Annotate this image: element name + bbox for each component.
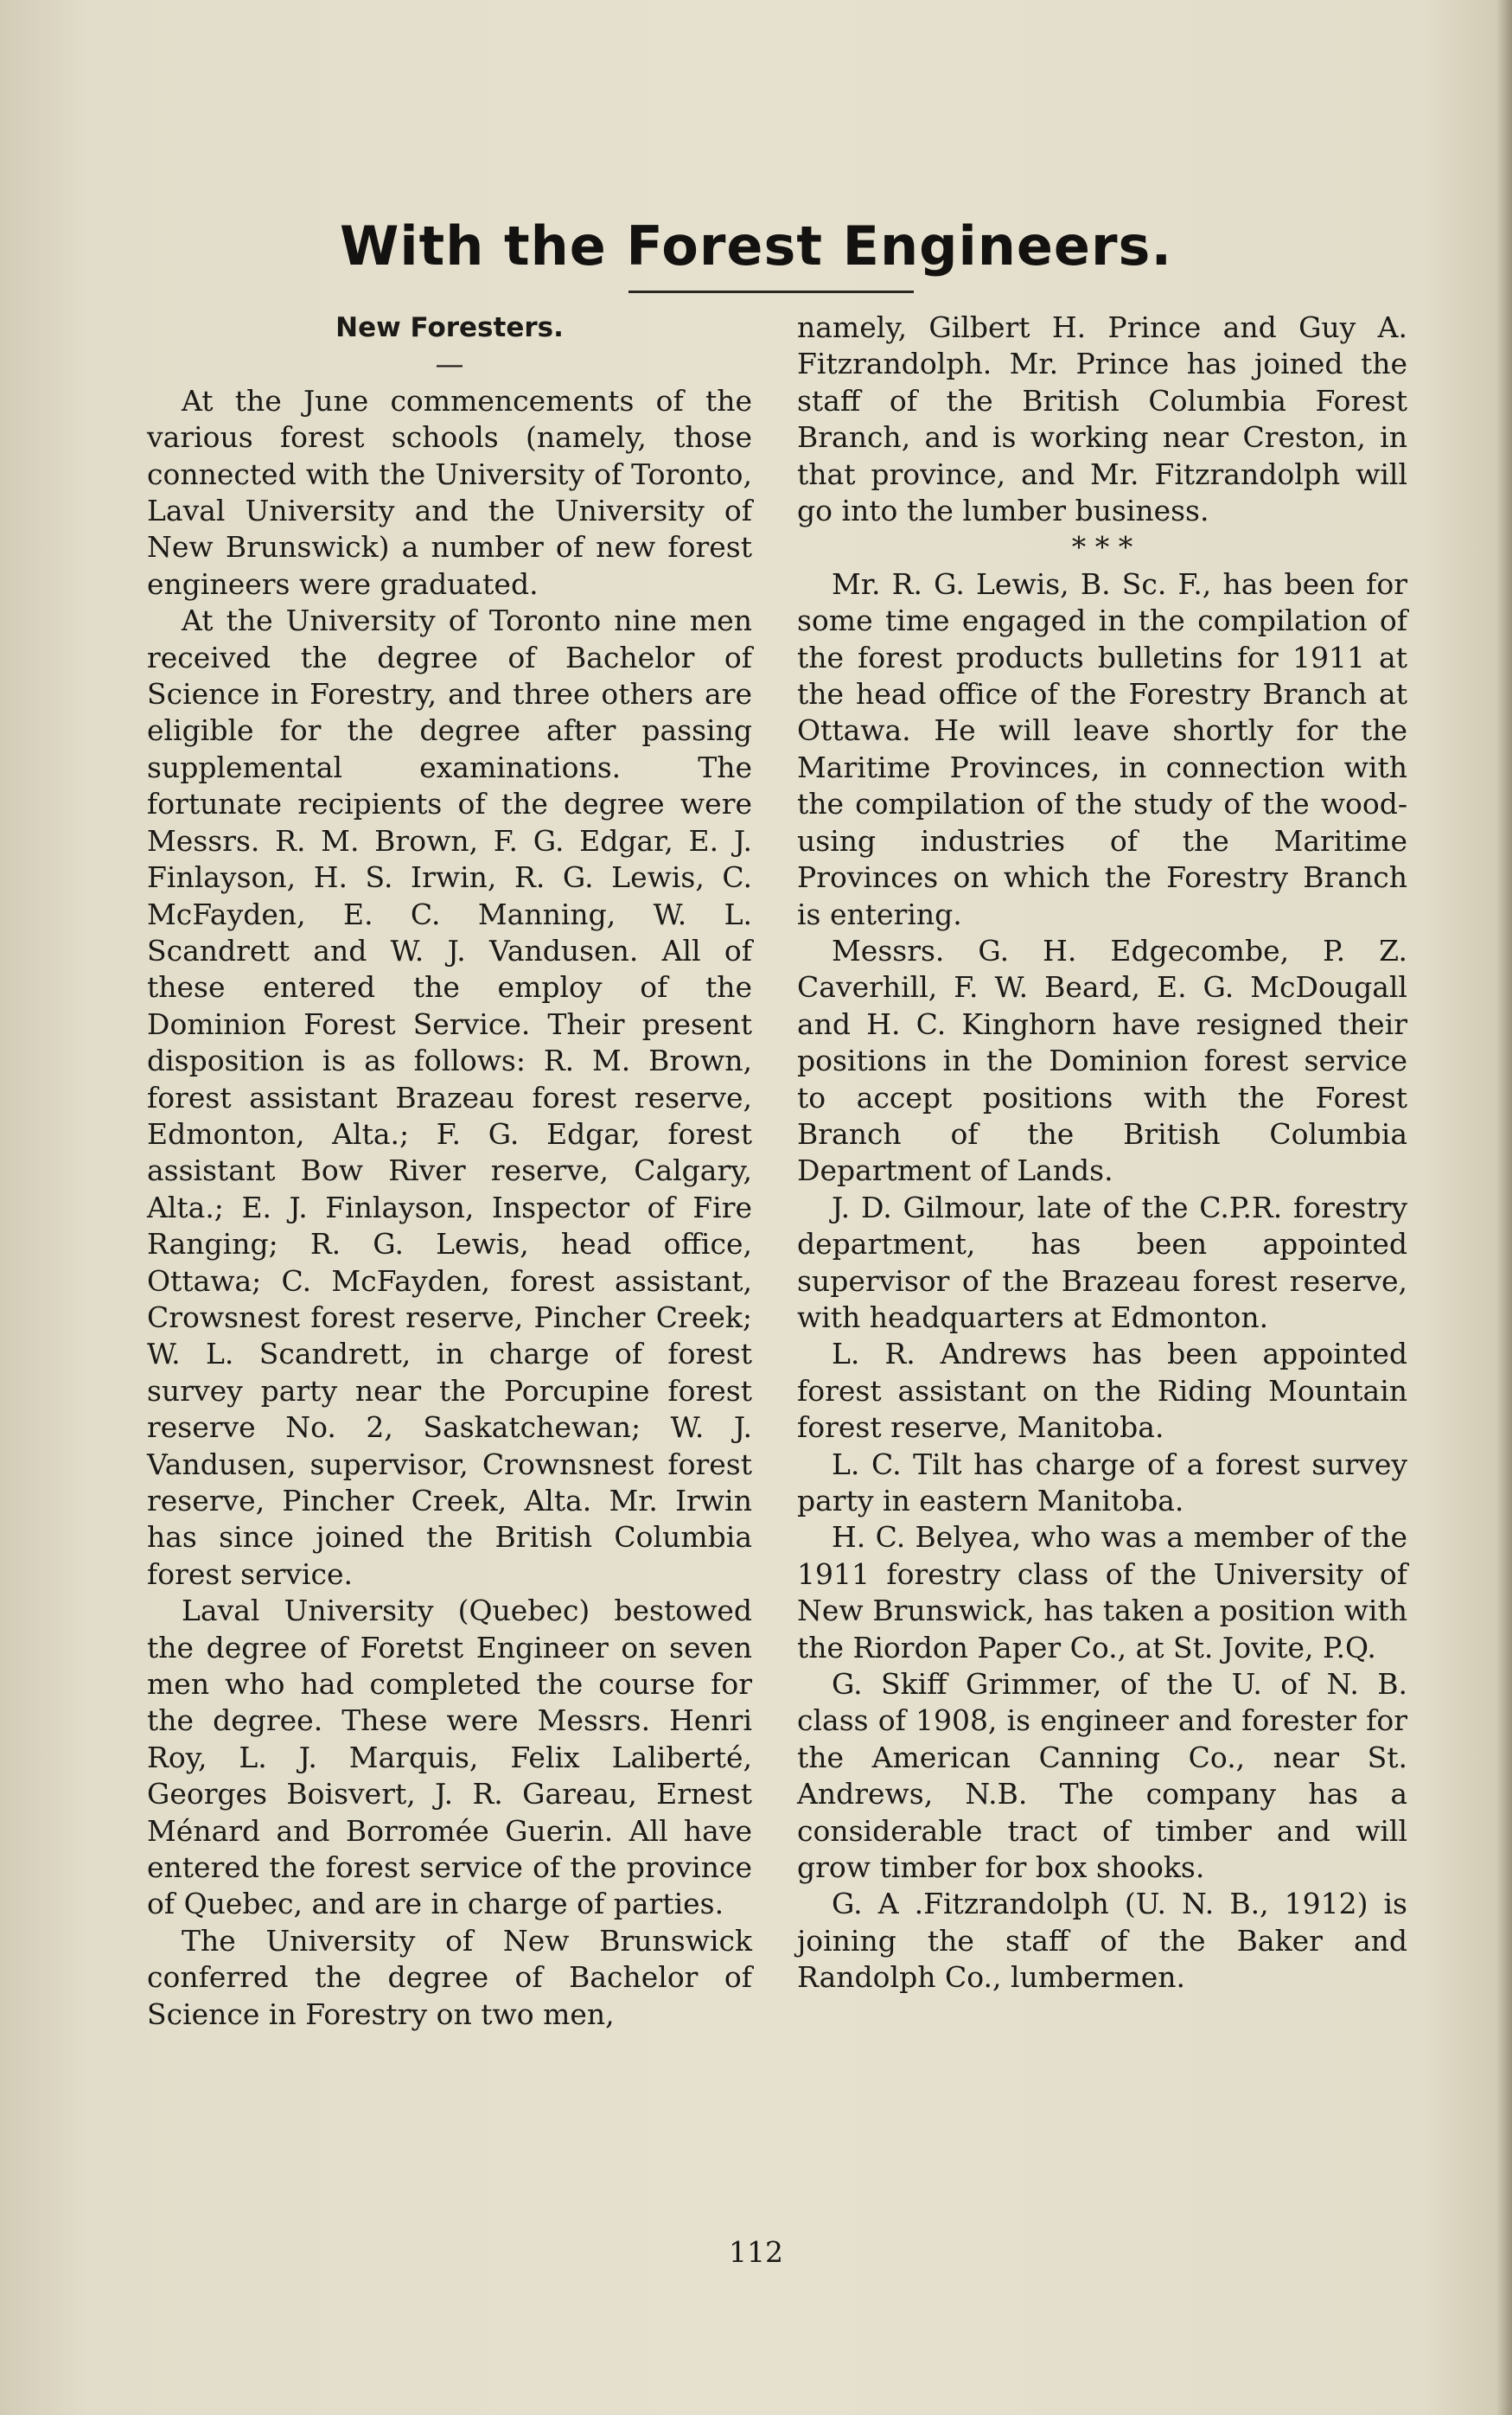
paragraph: Messrs. G. H. Edgecombe, P. Z. Caverhill, F. W. Beard, E. G. McDougall and H. C. Kinghorn have resigned their positions in the Dominion forest service to accept positions with the Forest Branch of the British Columbia Department of Lands. [797,933,1407,1188]
heading-dash: — [435,347,464,381]
paragraph: G. A .Fitzrandolph (U. N. B., 1912) is joining the staff of the Baker and Randolph Co., lumbermen. [797,1887,1407,1995]
paragraph: The University of New Brunswick conferred the degree of Bachelor of Science in Forestry on two men, [147,1923,752,2031]
right-column [797,310,1407,1997]
paragraph: Laval University (Quebec) bestowed the degree of Foretst Engineer on seven men who had completed the course for the degree. These were Messrs. Henri Roy, L. J. Marquis, Felix Laliberté, Georges Boisvert, J. R. Gareau, Ernest Ménard and Borromée Guerin. All have entered the forest service of the province of Quebec, and are in charge of parties. [147,1594,752,1921]
paragraph: L. R. Andrews has been appointed forest assistant on the Riding Mountain forest reserve, Manitoba. [797,1337,1407,1445]
paragraph: Mr. R. G. Lewis, B. Sc. F., has been for some time engaged in the compilation of the forest products bulletins for 1911 at the head office of the Forestry Branch at Ottawa. He will leave shortly for the Maritime Provinces, in connection with the compilation of the study of the wood-using industries of the Maritime Provinces on which the Forestry Branch is entering. [797,566,1407,931]
page-title: With the Forest Engineers. [340,214,1172,278]
page-edge-shadow [1496,0,1512,2415]
paragraph-continuation: namely, Gilbert H. Prince and Guy A. Fitzrandolph. Mr. Prince has joined the staff of the British Columbia Forest Branch, and is working near Creston, in that province, and Mr. Fitzrandolph will go into the lumber business. [797,310,1407,528]
section-separator: * * * [1071,530,1133,565]
paragraph: J. D. Gilmour, late of the C.P.R. forestry department, has been appointed supervisor of the Brazeau forest reserve, with headquarters at Edmonton. [797,1190,1407,1334]
paragraph: H. C. Belyea, who was a member of the 1911 forestry class of the University of New Brunswick, has taken a position with the Riordon Paper Co., at St. Jovite, P.Q. [797,1520,1407,1664]
paragraph: At the University of Toronto nine men received the degree of Bachelor of Science in Forestry, and three others are eligible for the degree after passing supplemental examinations. The fortunate recipients of the degree were Messrs. R. M. Brown, F. G. Edgar, E. J. Finlayson, H. S. Irwin, R. G. Lewis, C. McFayden, E. C. Manning, W. L. Scandrett and W. J. Vandusen. All of these entered the employ of the Dominion Forest Service. Their present disposition is as follows: R. M. Brown, forest assistant Brazeau forest reserve, Edmonton, Alta.; F. G. Edgar, forest assistant Bow River reserve, Calgary, Alta.; E. J. Finlayson, Inspector of Fire Ranging; R. G. Lewis, head office, Ottawa; C. McFayden, forest assistant, Crowsnest forest reserve, Pincher Creek; W. L. Scandrett, in charge of forest survey party near the Porcupine forest reserve No. 2, Saskatchewan; W. J. Vandusen, supervisor, Crownsnest forest reserve, Pincher Creek, Alta. Mr. Irwin has since joined the British Columbia forest service. [147,604,752,1591]
left-column [147,310,752,2033]
title-underline [628,291,914,293]
paragraph: L. C. Tilt has charge of a forest survey party in eastern Manitoba. [797,1447,1407,1517]
page-number: 112 [729,2235,783,2269]
paragraph: At the June commencements of the various forest schools (namely, those connected with the University of Toronto, Laval University and the University of New Brunswick) a number of new forest engineers were graduated. [147,383,752,601]
section-heading: New Foresters. [335,312,564,343]
paragraph: G. Skiff Grimmer, of the U. of N. B. class of 1908, is engineer and forester for the American Canning Co., near St. Andrews, N.B. The company has a considerable tract of timber and will grow timber for box shooks. [797,1667,1407,1885]
